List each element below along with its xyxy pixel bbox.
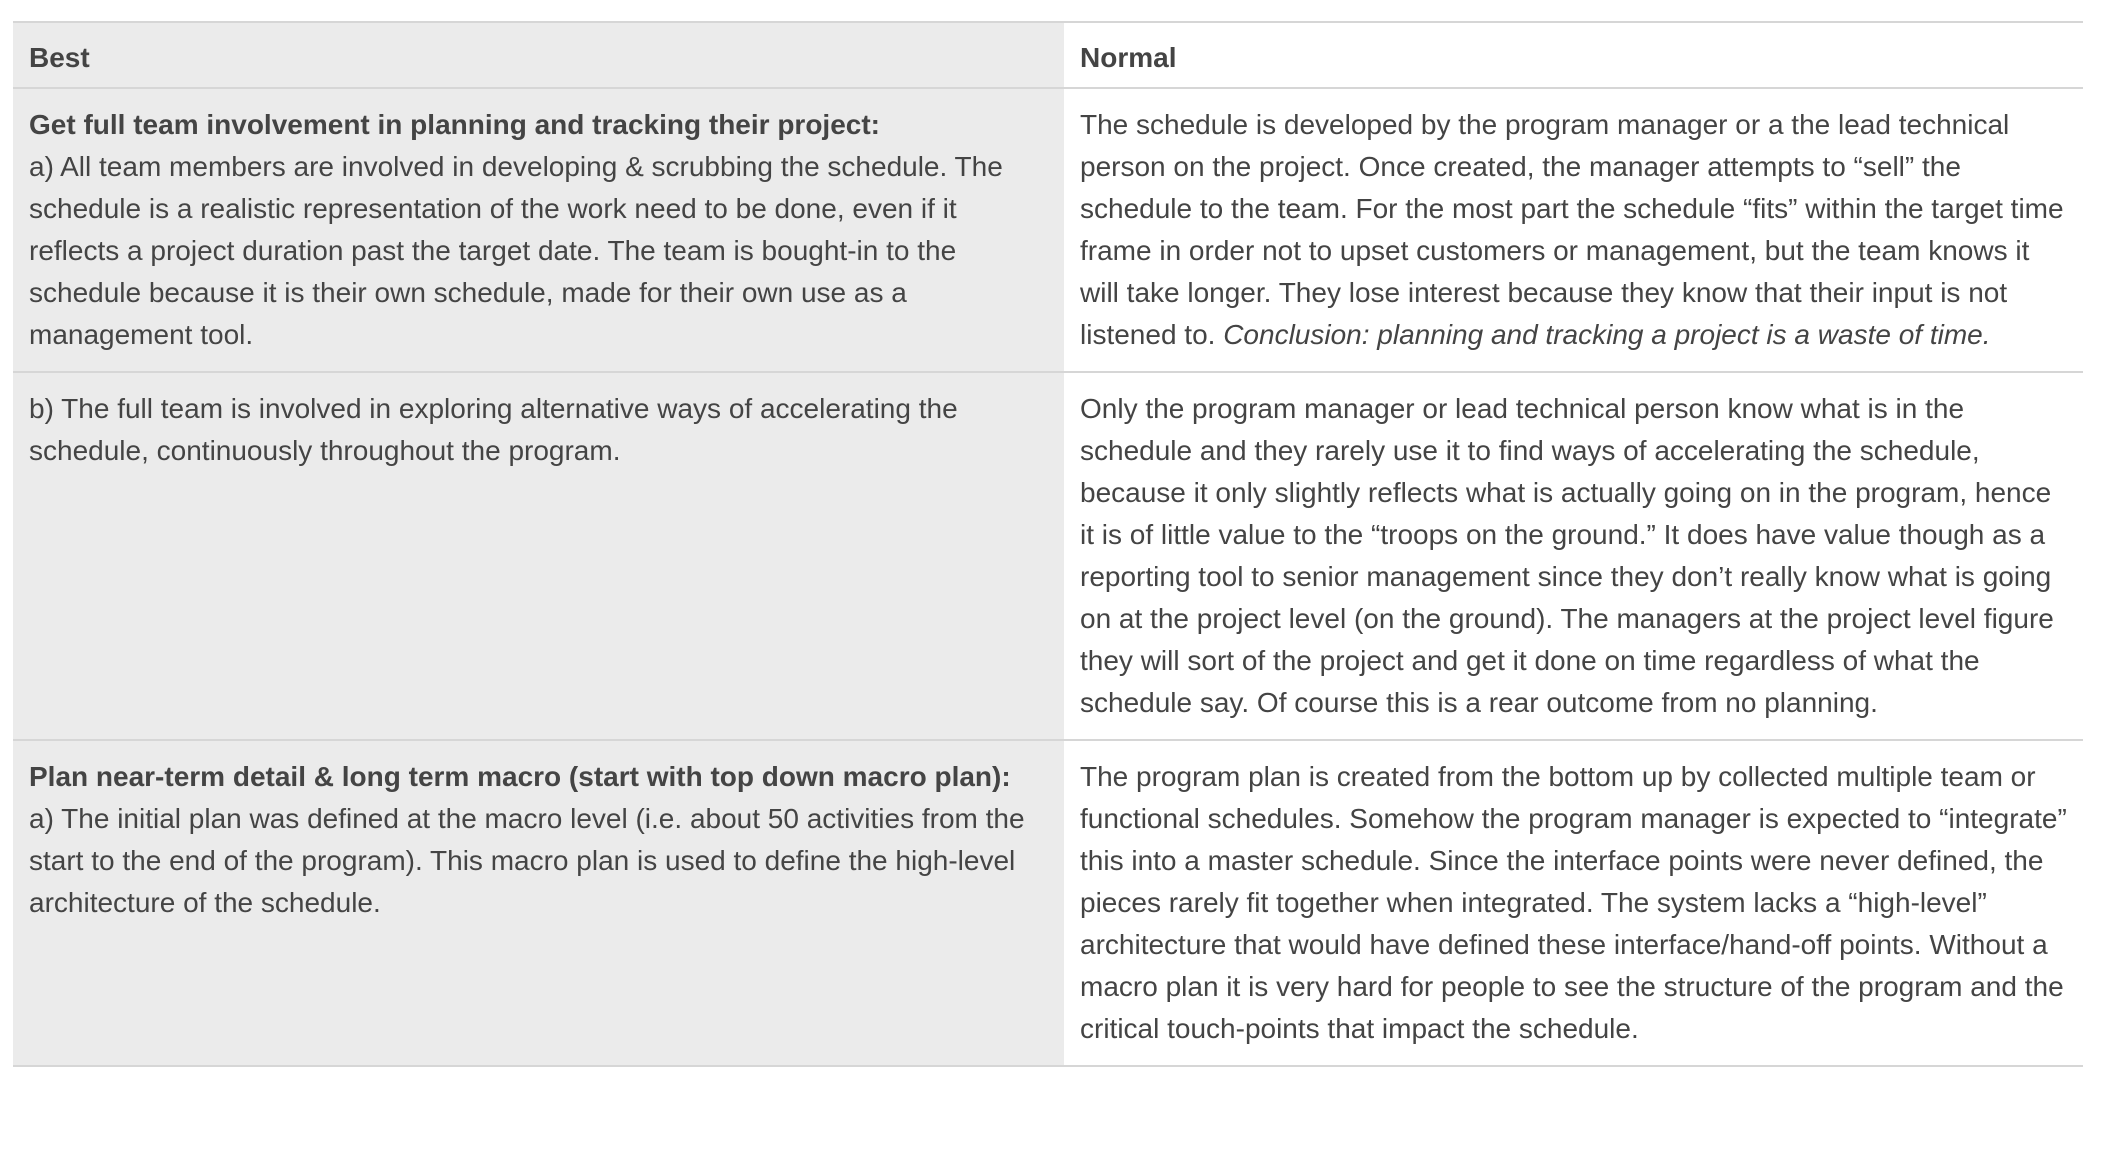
best-cell-text: b) The full team is involved in exploring alternative ways of accelerating the schedule, continuously throughout the program. xyxy=(29,393,958,466)
best-cell-heading: Plan near-term detail & long term macro (start with top down macro plan): xyxy=(29,761,1011,792)
table-body xyxy=(13,88,2083,1066)
normal-cell-conclusion: Conclusion: planning and tracking a project is a waste of time. xyxy=(1223,319,1991,350)
best-cell xyxy=(13,88,1064,372)
best-cell-text: a) All team members are involved in developing & scrubbing the schedule. The schedule is a realistic representation of the work need to be done, even if it reflects a project duration past the target date. The team is bought-in to the schedule because it is their own schedule, made for their own use as a management tool. xyxy=(29,151,1003,350)
normal-cell xyxy=(1064,740,2083,1066)
best-cell-heading: Get full team involvement in planning and tracking their project: xyxy=(29,109,881,140)
table-row xyxy=(13,88,2083,372)
normal-cell-text: The program plan is created from the bottom up by collected multiple team or functional schedules. Somehow the program manager is expected to “integrate” this into a master schedule. Since the interface points were never defined, the pieces rarely fit together when integrated. The system lacks a “high-level” architecture that would have defined these interface/hand-off points. Without a macro plan it is very hard for people to see the structure of the program and the critical touch-points that impact the schedule. xyxy=(1080,761,2067,1044)
normal-cell xyxy=(1064,88,2083,372)
best-cell xyxy=(13,372,1064,740)
column-header-normal: Normal xyxy=(1064,22,2083,88)
header-row xyxy=(13,22,2083,88)
normal-cell-text: Only the program manager or lead technical person know what is in the schedule and they rarely use it to find ways of accelerating the schedule, because it only slightly reflects what is actually going on in the program, hence it is of little value to the “troops on the ground.” It does have value though as a reporting tool to senior management since they don’t really know what is going on at the project level (on the ground). The managers at the project level figure they will sort of the project and get it done on time regardless of what the schedule say. Of course this is a rear outcome from no planning. xyxy=(1080,393,2054,718)
table-row xyxy=(13,372,2083,740)
column-header-best: Best xyxy=(13,22,1064,88)
table-header xyxy=(13,22,2083,88)
normal-cell xyxy=(1064,372,2083,740)
best-cell xyxy=(13,740,1064,1066)
normal-cell-text: The schedule is developed by the program manager or a the lead technical person on the project. Once created, the manager attempts to “sell” the schedule to the team. For the most part the schedule “fits” within the target time frame in order not to upset customers or management, but the team knows it will take longer. They lose interest because they know that their input is not listened to. xyxy=(1080,109,2064,350)
best-cell-text: a) The initial plan was defined at the macro level (i.e. about 50 activities from the start to the end of the program). This macro plan is used to define the high-level architecture of the schedule. xyxy=(29,803,1025,918)
best-vs-normal-table xyxy=(13,21,2083,1067)
table-row xyxy=(13,740,2083,1066)
comparison-table-container xyxy=(13,21,2083,1067)
